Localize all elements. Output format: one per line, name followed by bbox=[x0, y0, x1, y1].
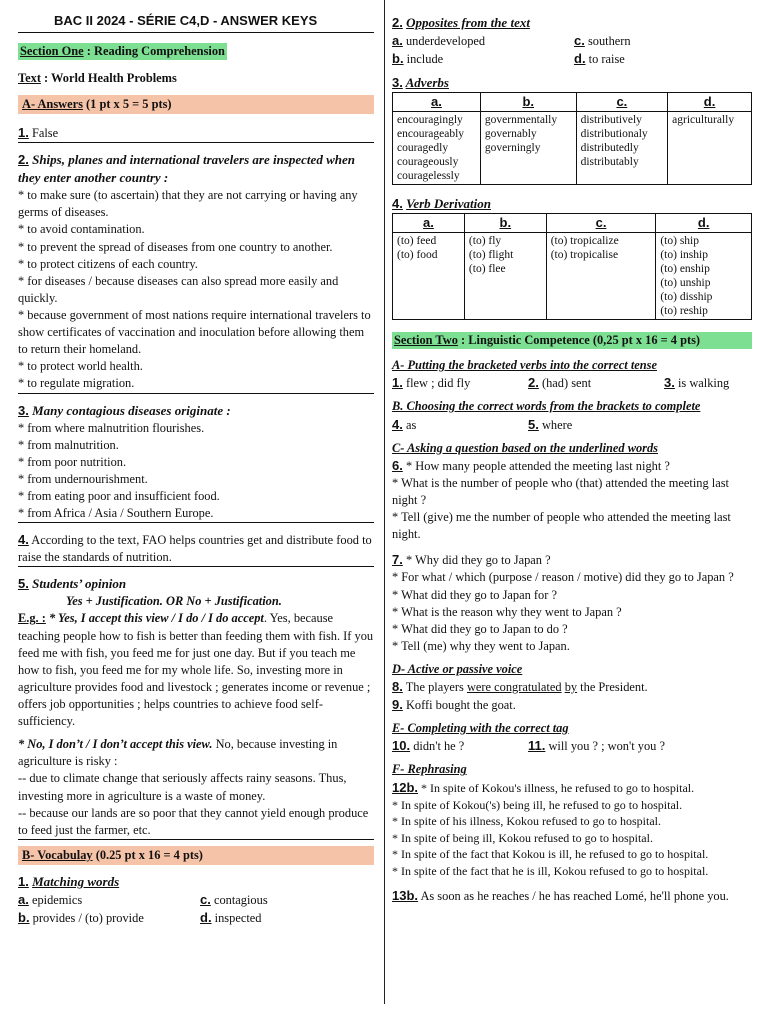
cell-word: agriculturally bbox=[672, 114, 735, 127]
cell-word: (to) food bbox=[397, 249, 438, 261]
bullet-item: * from undernourishment. bbox=[18, 471, 148, 486]
answer-number: 6. bbox=[392, 457, 403, 473]
cell-word: (to) feed bbox=[397, 234, 437, 247]
answer-line bbox=[392, 779, 752, 797]
column-header: d. bbox=[668, 93, 752, 112]
answer-line bbox=[392, 830, 752, 847]
cell-word: encourageably bbox=[397, 128, 465, 141]
answer-key: 5. bbox=[528, 416, 539, 432]
column-cell bbox=[546, 232, 656, 319]
column-cell bbox=[464, 232, 546, 319]
answer-key: d. bbox=[200, 910, 212, 925]
answer-text: * What is the number of people who (that) attended the meeting last night ? bbox=[392, 475, 729, 507]
section-one-heading: Section One : Reading Comprehension bbox=[18, 43, 227, 60]
answer-text: * Tell (give) me the number of people who attended the meeting last night. bbox=[392, 510, 731, 542]
tags-answers bbox=[392, 737, 752, 755]
column-cell bbox=[480, 112, 576, 185]
rephrasing bbox=[392, 761, 752, 905]
answer-3: 3. Many contagious diseases originate : * from where malnutrition flourishes. * from malnutrition. * from poor nutrition. * from undernourishment. * from eating poor and insufficient food. * from Africa / Asia / Southern Europe. bbox=[18, 402, 374, 524]
answer-line bbox=[392, 457, 752, 475]
answer-value: southern bbox=[587, 33, 631, 48]
cell-word: couragelessly bbox=[397, 170, 460, 183]
section-two-heading: Section Two : Linguistic Competence (0,25 pt x 16 = 4 pts) bbox=[392, 332, 752, 349]
answer-5-options: Yes + Justification. OR No + Justification. bbox=[66, 594, 282, 609]
right-column bbox=[392, 14, 752, 905]
column-header: c. bbox=[546, 214, 656, 233]
voice-title: D- Active or passive voice bbox=[392, 661, 523, 676]
answer-number: 12b. bbox=[392, 779, 419, 795]
cell-word: (to) flight bbox=[468, 249, 514, 261]
answer-text: * Why did they go to Japan ? bbox=[405, 553, 551, 568]
answer-line bbox=[392, 569, 752, 586]
answer-pair bbox=[200, 891, 370, 909]
bullet-item bbox=[18, 375, 374, 393]
adverbs: 3. Adverbs a. b. c. d. encouragingly encourageably couragedly courageously couragelessly governmentally governably governingly distributively distributionaly distributedly distributably agriculturally bbox=[392, 74, 752, 185]
column-header: a. bbox=[393, 214, 465, 233]
tenses-title: A- Putting the bracketed verbs into the correct tense bbox=[392, 358, 658, 373]
answer-key: a. bbox=[392, 32, 403, 48]
cell-word: (to) fly bbox=[468, 234, 502, 247]
choosing-words-title: B. Choosing the correct words from the brackets to complete bbox=[392, 399, 701, 414]
answer-pair bbox=[392, 374, 528, 392]
answer-key: 2. bbox=[528, 375, 539, 391]
cell-word: governmentally bbox=[484, 114, 558, 127]
text-title: Text : World Health Problems bbox=[18, 71, 177, 86]
answer-value: epidemics bbox=[31, 892, 83, 907]
answer-key: a. bbox=[18, 891, 29, 907]
answer-pair bbox=[528, 737, 728, 755]
cell-word: couragedly bbox=[397, 142, 449, 155]
bullet-item: * from eating poor and insufficient food. bbox=[18, 488, 220, 503]
answer-key: 1. bbox=[392, 375, 403, 391]
answer-value: contagious bbox=[213, 892, 268, 907]
bullet-text: * from Africa / Asia / Southern Europe. bbox=[18, 506, 214, 521]
answer-text: * In spite of being ill, Kokou refused to go to hospital. bbox=[392, 830, 653, 845]
answer-pair bbox=[392, 32, 574, 50]
matching-words-grid bbox=[18, 891, 374, 927]
cell-word: (to) inship bbox=[660, 249, 708, 261]
column-header: a. bbox=[393, 93, 481, 112]
bullet-item: * to protect citizens of each country. bbox=[18, 256, 198, 271]
answer-value: provides / (to) provide bbox=[32, 911, 144, 925]
bullet-item: * to protect world health. bbox=[18, 359, 143, 374]
left-column bbox=[18, 12, 374, 927]
answer-value: include bbox=[406, 52, 444, 67]
verb-derivation-table bbox=[392, 213, 752, 320]
answer-pair bbox=[18, 909, 200, 927]
answer-text: * For what / which (purpose / reason / motive) did they go to Japan ? bbox=[392, 570, 734, 585]
questions bbox=[392, 440, 752, 655]
answer-pair bbox=[574, 32, 744, 50]
cell-word: distributionaly bbox=[580, 128, 648, 141]
answer-text: * In spite of Kokou('s) being ill, he refused to go to hospital. bbox=[392, 797, 683, 812]
answer-value: flew ; did fly bbox=[405, 376, 471, 391]
answer-line bbox=[392, 475, 752, 509]
answer-pair bbox=[392, 737, 528, 755]
answer-text: * In spite of Kokou's illness, he refused to go to hospital. bbox=[421, 780, 695, 795]
column-cell bbox=[393, 232, 465, 319]
cell-word: (to) flee bbox=[468, 263, 506, 276]
answer-7 bbox=[392, 551, 752, 655]
tenses-answers bbox=[392, 374, 752, 392]
answer-key: d. bbox=[574, 51, 586, 67]
bullet-item: * from where malnutrition flourishes. bbox=[18, 420, 205, 435]
answer-line bbox=[392, 813, 752, 830]
part-b-heading: B- Vocabulay (0.25 pt x 16 = 4 pts) bbox=[18, 846, 374, 865]
answer-line bbox=[392, 621, 752, 638]
answer-5-no: * No, I don’t / I don’t accept this view. No, because investing in agriculture is risky : bbox=[18, 737, 338, 769]
bullet-item: * because government of most nations require international travelers to show certificates of vaccination and inoculation before allowing them to return their homeland. bbox=[18, 308, 371, 357]
tags-title: E- Completing with the correct tag bbox=[392, 721, 569, 736]
cell-word: (to) unship bbox=[660, 277, 711, 290]
answer-8: 8. The players were congratulated by the President. bbox=[392, 679, 648, 695]
page-title: BAC II 2024 - SÉRIE C4,D - ANSWER KEYS bbox=[18, 12, 374, 33]
cell-word: (to) enship bbox=[660, 263, 710, 276]
cell-word: (to) reship bbox=[660, 305, 708, 318]
bullet-item: * to prevent the spread of diseases from one country to another. bbox=[18, 239, 333, 254]
column-cell bbox=[576, 112, 668, 185]
voice bbox=[392, 661, 752, 714]
choosing-words bbox=[392, 398, 752, 433]
answer-text: * In spite of the fact that Kokou is ill, he refused to go to hospital. bbox=[392, 847, 709, 862]
cell-word: encouragingly bbox=[397, 114, 463, 127]
answer-pair bbox=[200, 909, 370, 927]
answer-line bbox=[392, 509, 752, 543]
answer-text: * What did they go to Japan for ? bbox=[392, 587, 557, 602]
bullet-item: * to avoid contamination. bbox=[18, 222, 145, 237]
answer-pair bbox=[18, 891, 200, 909]
answer-line bbox=[392, 551, 752, 569]
column-divider bbox=[384, 0, 385, 1004]
bullet-item bbox=[18, 505, 374, 523]
cell-word: (to) tropicalise bbox=[550, 249, 619, 261]
answer-value: is walking bbox=[677, 376, 730, 391]
answer-13b: 13b. As soon as he reaches / he has reached Lomé, he'll phone you. bbox=[392, 888, 729, 904]
answer-key: c. bbox=[200, 891, 211, 907]
opposites: 2. Opposites from the text a. underdeveloped c. southern b. include d. to raise bbox=[392, 14, 752, 68]
matching-words: 1. Matching words a. epidemics c. contagious b. provides / (to) provide d. inspected bbox=[18, 873, 374, 927]
answer-key: 3. bbox=[664, 375, 675, 391]
answer-value: underdeveloped bbox=[405, 33, 486, 48]
rephrasing-title: F- Rephrasing bbox=[392, 762, 467, 777]
tags bbox=[392, 720, 752, 755]
part-a-heading: A- Answers (1 pt x 5 = 5 pts) bbox=[18, 95, 374, 114]
cell-word: distributedly bbox=[580, 142, 639, 155]
answer-3-list bbox=[18, 420, 374, 524]
tenses bbox=[392, 357, 752, 392]
column-cell bbox=[668, 112, 752, 185]
cell-word: distributively bbox=[580, 114, 642, 127]
answer-value: where bbox=[541, 417, 573, 432]
answer-line bbox=[392, 863, 752, 880]
column-header: d. bbox=[656, 214, 752, 233]
answer-line bbox=[392, 604, 752, 621]
answer-5: 5. Students’ opinion Yes + Justification. OR No + Justification. E.g. : * Yes, I accept this view / I do / I do accept. Yes, because teaching people how to fish is better than feeding them with fish. If you feed me with fish, you feed me for just one day. But if you teach me how to fish, you feed me for my whole life. So, investing more in agriculture provides food and livestock ; generates income or revenue ; offers job opportunities ; helps countries to achieve food self-sufficiency. * No, I don’t / I don’t accept this view. No, because investing in agriculture is risky : -- due to climate change that seriously affects rainy seasons. Thus, investing more in agriculture is a waste of money. -- because our lands are so poor that they cannot yield enough produce to feed just the farmer, etc. bbox=[18, 575, 374, 839]
column-cell bbox=[656, 232, 752, 319]
answer-value: as bbox=[405, 417, 417, 432]
answer-pair bbox=[574, 50, 744, 68]
answer-key: 4. bbox=[392, 416, 403, 432]
answer-key: 11. bbox=[528, 738, 546, 754]
answer-value: will you ? ; won't you ? bbox=[548, 739, 665, 754]
answer-key: c. bbox=[574, 32, 585, 48]
answer-pair bbox=[528, 374, 664, 392]
answer-2-list bbox=[18, 187, 374, 393]
answer-number: 7. bbox=[392, 552, 403, 568]
answer-2: 2. Ships, planes and international travelers are inspected when they enter another country : * to make sure (to ascertain) that they are not carrying or having any germs of diseases. * to avoid contamination. * to prevent the spread of diseases from one country to another. * to protect citizens of each country. * for diseases / because diseases can also spread more easily and quickly. * because government of most nations require international travelers to show certificates of vaccination and inoculation before allowing them to return their homeland. * to protect world health. * to regulate migration. bbox=[18, 151, 374, 393]
answer-text: * In spite of his illness, Kokou refused to go to hospital. bbox=[392, 814, 661, 829]
answer-6 bbox=[392, 457, 752, 544]
cell-word: distributably bbox=[580, 156, 639, 169]
adverbs-table bbox=[392, 92, 752, 185]
answer-pair bbox=[664, 374, 752, 392]
bullet-item: * for diseases / because diseases can also spread more easily and quickly. bbox=[18, 273, 339, 305]
choosing-words-answers bbox=[392, 416, 752, 434]
cell-word: courageously bbox=[397, 156, 459, 169]
answer-1: 1. False bbox=[18, 124, 374, 143]
column-header: b. bbox=[464, 214, 546, 233]
bullet-item: * to make sure (to ascertain) that they are not carrying or having any germs of diseases. bbox=[18, 188, 358, 220]
cell-word: governingly bbox=[484, 142, 541, 155]
verb-derivation: 4. Verb Derivation a. b. c. d. (to) feed (to) food (to) fly (to) flight (to) flee (to) tropicalize (to) tropicalise (to) ship (to) inship (to) enship (to) unship (to) disship (to) reship bbox=[392, 195, 752, 320]
answer-text: * What did they go to Japan to do ? bbox=[392, 621, 568, 636]
answer-9: 9. Koffi bought the goat. bbox=[392, 697, 516, 713]
answer-value: (had) sent bbox=[541, 376, 592, 391]
cell-word: (to) disship bbox=[660, 291, 713, 304]
answer-line bbox=[392, 846, 752, 863]
answer-text: * Tell (me) why they went to Japan. bbox=[392, 638, 570, 653]
answer-5-example: E.g. : * Yes, I accept this view / I do / I do accept. Yes, because teaching people how to fish is better than feeding them with fish. If you feed me with fish, you feed me for just one day. But if you teach me how to fish, you feed me for my whole life. So, investing more in agriculture provides food and livestock ; generates income or revenue ; offers job opportunities ; helps countries to achieve food self-sufficiency. bbox=[18, 611, 374, 729]
answer-value: inspected bbox=[214, 911, 262, 925]
answer-line bbox=[392, 587, 752, 604]
answer-pair bbox=[528, 416, 728, 434]
answer-line bbox=[392, 638, 752, 655]
bullet-item: * from malnutrition. bbox=[18, 437, 119, 452]
questions-title: C- Asking a question based on the underlined words bbox=[392, 440, 658, 455]
answer-value: to raise bbox=[588, 52, 625, 67]
cell-word: (to) tropicalize bbox=[550, 234, 619, 247]
bullet-text: * to regulate migration. bbox=[18, 376, 135, 391]
bullet-item: * from poor nutrition. bbox=[18, 454, 127, 469]
answer-text: * In spite of the fact that he is ill, Kokou refused to go to hospital. bbox=[392, 863, 709, 878]
column-cell bbox=[393, 112, 481, 185]
answer-key: b. bbox=[392, 51, 404, 67]
answer-value: didn't he ? bbox=[413, 739, 465, 754]
answer-5-dash-2: -- because our lands are so poor that they cannot yield enough produce to feed just the farmer, etc. bbox=[18, 805, 369, 837]
answer-12b bbox=[392, 779, 752, 880]
column-header: c. bbox=[576, 93, 668, 112]
answer-text: * How many people attended the meeting last night ? bbox=[405, 458, 670, 473]
answer-pair bbox=[392, 50, 574, 68]
opposites-grid bbox=[392, 32, 752, 68]
answer-key: 10. bbox=[392, 738, 411, 754]
answer-key: b. bbox=[18, 910, 30, 925]
answer-line bbox=[392, 797, 752, 814]
cell-word: (to) ship bbox=[660, 234, 699, 247]
column-header: b. bbox=[480, 93, 576, 112]
answer-4: 4. According to the text, FAO helps countries get and distribute food to raise the standards of nutrition. bbox=[18, 531, 374, 567]
cell-word: governably bbox=[484, 128, 537, 141]
answer-text: * What is the reason why they went to Japan ? bbox=[392, 604, 622, 619]
answer-pair bbox=[392, 416, 528, 434]
answer-5-dash-1: -- due to climate change that seriously affects rainy seasons. Thus, investing more in agriculture is a waste of money. bbox=[18, 771, 347, 803]
